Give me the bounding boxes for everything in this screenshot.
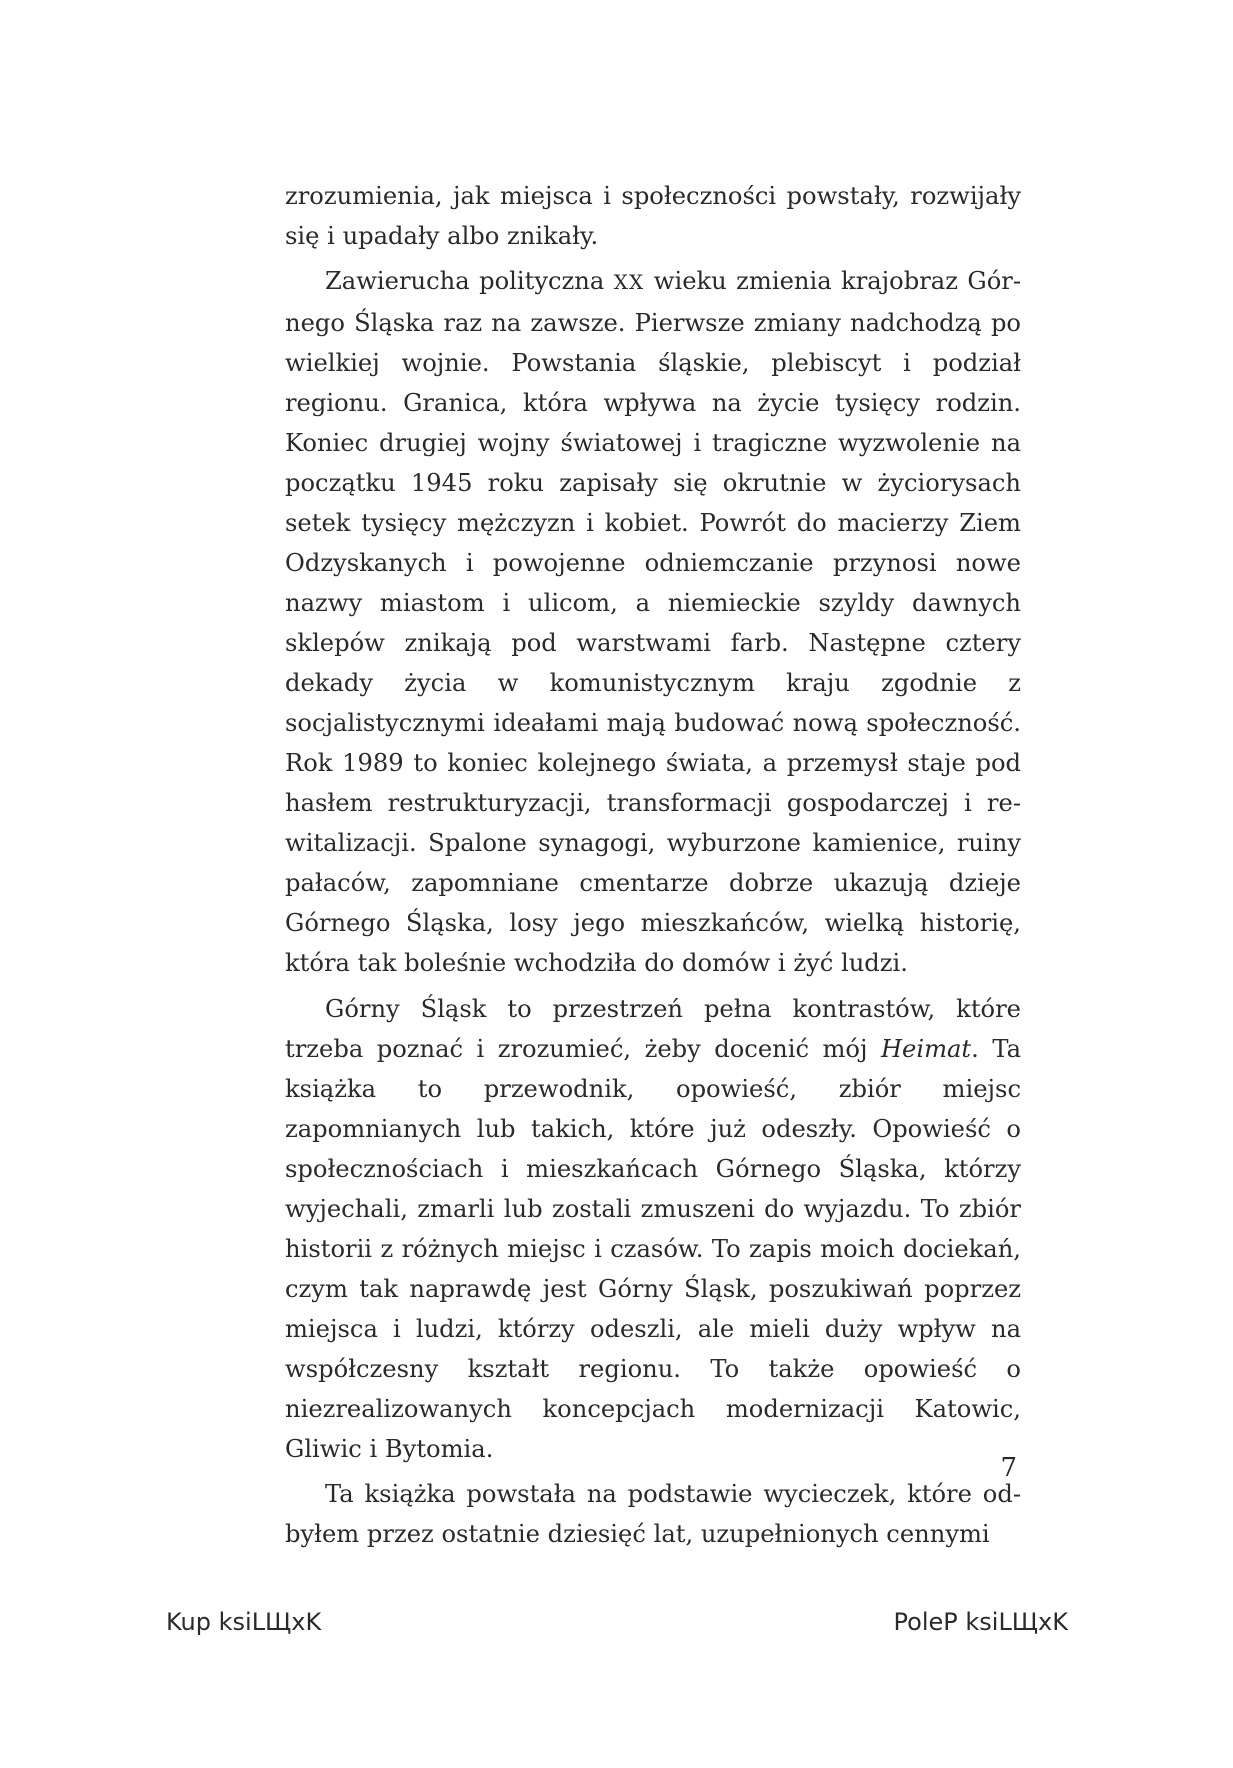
page-body-text: [285, 176, 1021, 1559]
paragraph-4: Ta książka powstała na podstawie wycieczek, które odbyłem przez ostatnie dziesięć lat, uzupełnionych cennymi: [285, 1479, 1021, 1548]
century-numeral: XX: [613, 271, 645, 295]
recommend-book-link[interactable]: PoleP ksiLЩxK: [893, 1608, 1068, 1636]
paragraph-3: Górny Śląsk to przestrzeń pełna kontrastów, które trzeba poznać i zrozumieć, żeby docenić mój Heimat. Ta książka to przewodnik, opowieść, zbiór miejsc zapomnianych lub takich, które już odeszły. Opowieść o społecznościach i mieszkańcach Górnego Śląska, którzy wyjechali, zmarli lub zostali zmuszeni do wyjazdu. To zbiór historii z różnych miejsc i czasów. To zapis moich dociekań, czym tak naprawdę jest Górny Śląsk, poszukiwań poprzez miejsca i ludzi, którzy odeszli, ale mieli duży wpływ na współczesny kształt regionu. To także opowieść o niezrealizowanych koncepcjach modernizacji Katowic, Gliwic i Bytomia.: [285, 994, 1021, 1463]
emphasized-term: Heimat: [880, 1034, 972, 1063]
paragraph-2: Zawierucha polityczna XX wieku zmienia krajobraz Górnego Śląska raz na zawsze. Pierwsze zmiany nadchodzą po wielkiej wojnie. Powstania śląskie, plebiscyt i podział regionu. Granica, która wpływa na życie tysięcy rodzin. Koniec drugiej wojny światowej i tragiczne wyzwolenie na początku 1945 roku zapisały się okrutnie w życiorysach setek tysięcy mężczyzn i kobiet. Powrót do macierzy Ziem Odzyskanych i powojenne odniemczanie przynosi nowe nazwy miastom i ulicom, a niemieckie szyldy dawnych sklepów znikają pod warstwami farb. Następne cztery dekady życia w komunistycznym kraju zgodnie z socjalistycznymi ideałami mają budować nową społeczność. Rok 1989 to koniec kolejnego świata, a przemysł staje pod hasłem restrukturyzacji, transformacji gospodarczej i rewitalizacji. Spalone synagogi, wyburzone kamienice, ruiny pałaców, zapomniane cmentarze dobrze ukazują dzieje Górnego Śląska, losy jego mieszkańców, wielką historię, która tak boleśnie wchodziła do domów i żyć ludzi.: [285, 267, 1022, 978]
buy-book-link[interactable]: Kup ksiLЩxK: [166, 1608, 322, 1636]
page-number: 7: [1000, 1453, 1017, 1483]
paragraph-1: zrozumienia, jak miejsca i społeczności powstały, rozwijały się i upadały albo znikały.: [285, 182, 1021, 250]
